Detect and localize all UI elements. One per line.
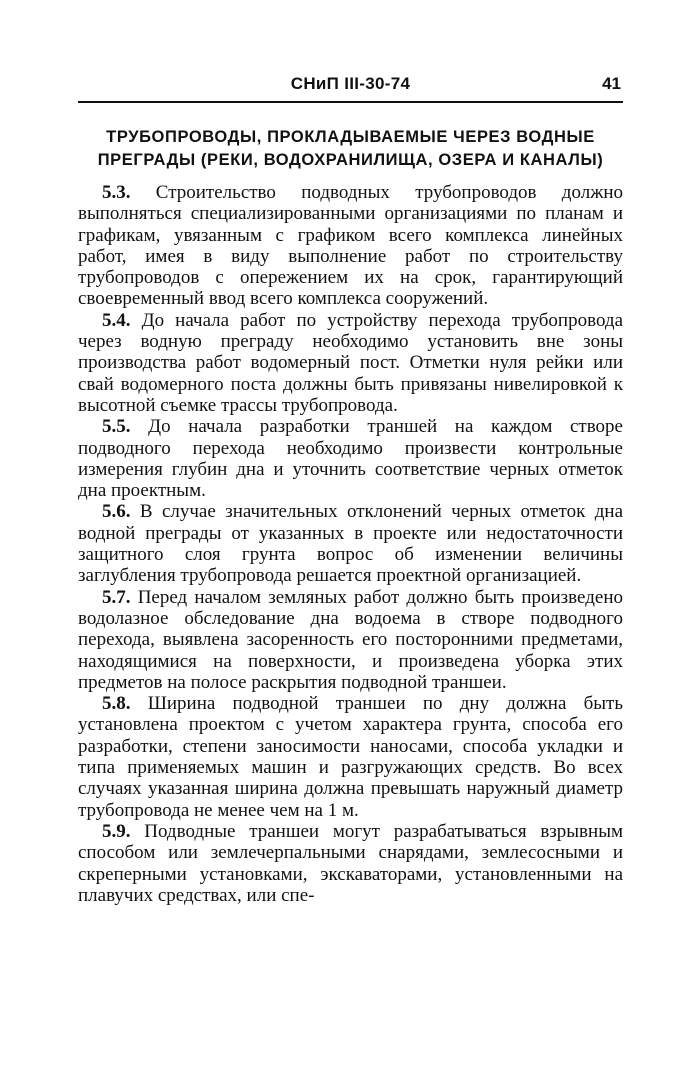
paragraph-5-8 (78, 693, 623, 821)
section-title-line: ТРУБОПРОВОДЫ, ПРОКЛАДЫВАЕМЫЕ ЧЕРЕЗ ВОДНЫЕ (106, 128, 595, 146)
paragraph-number: 5.4. (102, 309, 131, 331)
page-number: 41 (602, 74, 621, 93)
section-title (78, 126, 623, 172)
paragraph-text: Строительство подводных трубопроводов должно выполняться специализированными организациями по планам и графикам, увязанным с графиком всего комплекса линейных работ, имея в виду выполнение работ по строительству трубопроводов с опережением их на срок, гарантирующий своевременный ввод всего комплекса сооружений. (78, 182, 623, 310)
paragraph-text: До начала разработки траншей на каждом створе подводного перехода необходимо произвести контрольные измерения глубин дна и уточнить соответствие черных отметок дна проектным. (78, 416, 623, 502)
paragraph-text: Ширина подводной траншеи по дну должна быть установлена проектом с учетом характера грунта, способа его разработки, степени заносимости наносами, способа укладки и типа применяемых машин и разгружающих средств. Во всех случаях указанная ширина должна превышать наружный диаметр трубопровода не менее чем на 1 м. (78, 693, 623, 821)
paragraph-text: В случае значительных отклонений черных отметок дна водной преграды от указанных в проекте или недостаточности защитного слоя грунта вопрос об изменении величины заглубления трубопровода решается проектной организацией. (78, 501, 623, 587)
paragraph-5-6 (78, 501, 623, 586)
paragraph-text: Перед началом земляных работ должно быть произведено водолазное обследование дна водоема в створе подводного перехода, выявлена засоренность его посторонними предметами, находящимися на поверхности, и произведена уборка этих предметов на полосе раскрытия подводной траншеи. (78, 586, 623, 693)
paragraph-number: 5.9. (102, 820, 131, 842)
paragraph-5-3 (78, 182, 623, 310)
body-text (78, 182, 623, 906)
section-title-line: ПРЕГРАДЫ (РЕКИ, ВОДОХРАНИЛИЩА, ОЗЕРА И КАНАЛЫ) (97, 151, 604, 169)
paragraph-text: До начала работ по устройству перехода трубопровода через водную преграду необходимо установить вне зоны производства работ водомерный пост. Отметки нуля рейки или свай водомерного поста должны быть привязаны нивелировкой к высотной съемке трассы трубопровода. (78, 309, 623, 416)
paragraph-number: 5.6. (102, 501, 131, 523)
paragraph-number: 5.8. (102, 693, 131, 715)
page-header (78, 70, 623, 100)
paragraph-number: 5.7. (102, 586, 131, 608)
paragraph-5-9 (78, 821, 623, 906)
paragraph-5-7 (78, 587, 623, 693)
paragraph-5-4 (78, 310, 623, 416)
paragraph-5-5 (78, 416, 623, 501)
paragraph-text: Подводные траншеи могут разрабатываться взрывным способом или землечерпальными снарядами, землесосными и скреперными установками, экскаваторами, установленными на плавучих средствах, или спе- (78, 820, 623, 906)
header-rule (78, 101, 623, 103)
paragraph-number: 5.3. (102, 182, 131, 203)
paragraph-number: 5.5. (102, 416, 131, 438)
document-code: СНиП III-30-74 (290, 74, 411, 93)
